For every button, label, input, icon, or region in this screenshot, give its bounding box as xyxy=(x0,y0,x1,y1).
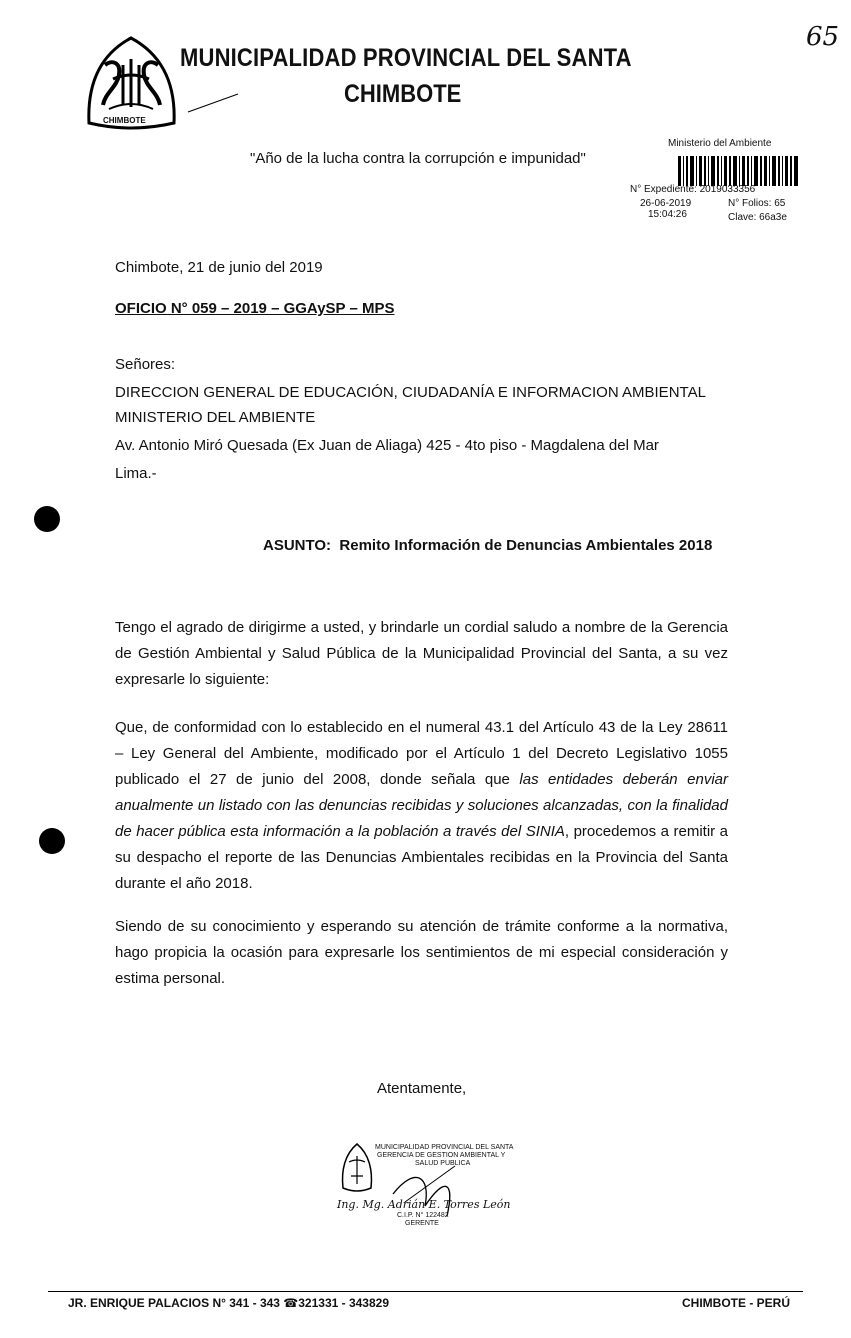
footer-divider xyxy=(48,1291,803,1292)
signer-cip: C.I.P. N° 122482 xyxy=(397,1212,449,1219)
stamp-time: 15:04:26 xyxy=(648,209,687,220)
stamp-line-3: SALUD PUBLICA xyxy=(415,1160,471,1167)
stamp-ministry: Ministerio del Ambiente xyxy=(668,138,772,149)
signer-name: Ing. Mg. Adrián E. Torres León xyxy=(337,1198,511,1211)
paragraph-2-end: , procedemos a remitir a su despacho el reporte de las Denuncias Ambientales recibidas en la Provincia del Santa durante el año 2018. xyxy=(115,823,728,892)
subject-label: ASUNTO: xyxy=(263,537,332,554)
pen-stroke xyxy=(186,92,240,114)
recipient-line-2: MINISTERIO DEL AMBIENTE xyxy=(115,409,316,426)
paragraph-2 xyxy=(115,715,728,897)
reception-stamp xyxy=(630,128,815,238)
stamp-line-2: GERENCIA DE GESTION AMBIENTAL Y xyxy=(377,1152,506,1159)
stamp-clave: Clave: 66a3e xyxy=(728,212,787,223)
punch-hole-bottom xyxy=(39,828,65,854)
institution-subtitle: CHIMBOTE xyxy=(344,80,462,108)
stamp-folios: N° Folios: 65 xyxy=(728,198,786,209)
handwritten-page-number: 65 xyxy=(806,22,840,52)
recipient-line-1: DIRECCION GENERAL DE EDUCACIÓN, CIUDADANÍA E INFORMACION AMBIENTAL xyxy=(115,384,706,401)
motto: "Año de la lucha contra la corrupción e impunidad" xyxy=(250,150,586,167)
paragraph-1: Tengo el agrado de dirigirme a usted, y brindarle un cordial saludo a nombre de la Gerencia de Gestión Ambiental y Salud Pública de la Municipalidad Provincial del Santa, a su vez expresarle lo siguiente: xyxy=(115,619,728,688)
stamp-expediente: N° Expediente: 2019033356 xyxy=(630,184,756,195)
closing: Atentamente, xyxy=(377,1080,467,1097)
oficio-number: OFICIO N° 059 – 2019 – GGAySP – MPS xyxy=(115,300,395,317)
footer-address: JR. ENRIQUE PALACIOS N° 341 - 343 ☎321331 - 343829 xyxy=(68,1296,389,1310)
logo-label: CHIMBOTE xyxy=(103,116,146,125)
punch-hole-top xyxy=(34,506,60,532)
subject-text: Remito Información de Denuncias Ambientales 2018 xyxy=(339,537,713,554)
signer-role: GERENTE xyxy=(405,1220,439,1227)
institution-title: MUNICIPALIDAD PROVINCIAL DEL SANTA xyxy=(180,44,632,72)
salutation: Señores: xyxy=(115,356,176,373)
recipient-address: Av. Antonio Miró Quesada (Ex Juan de Aliaga) 425 - 4to piso - Magdalena del Mar xyxy=(115,437,659,454)
stamp-line-1: MUNICIPALIDAD PROVINCIAL DEL SANTA xyxy=(375,1144,514,1151)
footer-city: CHIMBOTE - PERÚ xyxy=(682,1296,790,1310)
place-date: Chimbote, 21 de junio del 2019 xyxy=(115,259,323,276)
paragraph-2-start: Que, de conformidad con lo establecido en el numeral 43.1 del Artículo 43 de la Ley 28611 – Ley General del Ambiente, modificado por el Artículo 1 del Decreto Legislativo 1055 publicado el 27 de junio del 2008, donde señala que xyxy=(115,719,728,788)
signature-stamp xyxy=(335,1136,535,1232)
stamp-date: 26-06-2019 xyxy=(640,198,692,209)
subject-line xyxy=(263,537,712,554)
paragraph-3: Siendo de su conocimiento y esperando su atención de trámite conforme a la normativa, hago propicia la ocasión para expresarle los sentimientos de mi especial consideración y estima personal. xyxy=(115,918,728,987)
recipient-city: Lima.- xyxy=(115,465,157,482)
paragraph-2-quote: las entidades deberán enviar anualmente un listado con las denuncias recibidas y soluciones alcanzadas, con la finalidad de hacer pública esta información a la población a través del SINIA xyxy=(115,771,729,840)
